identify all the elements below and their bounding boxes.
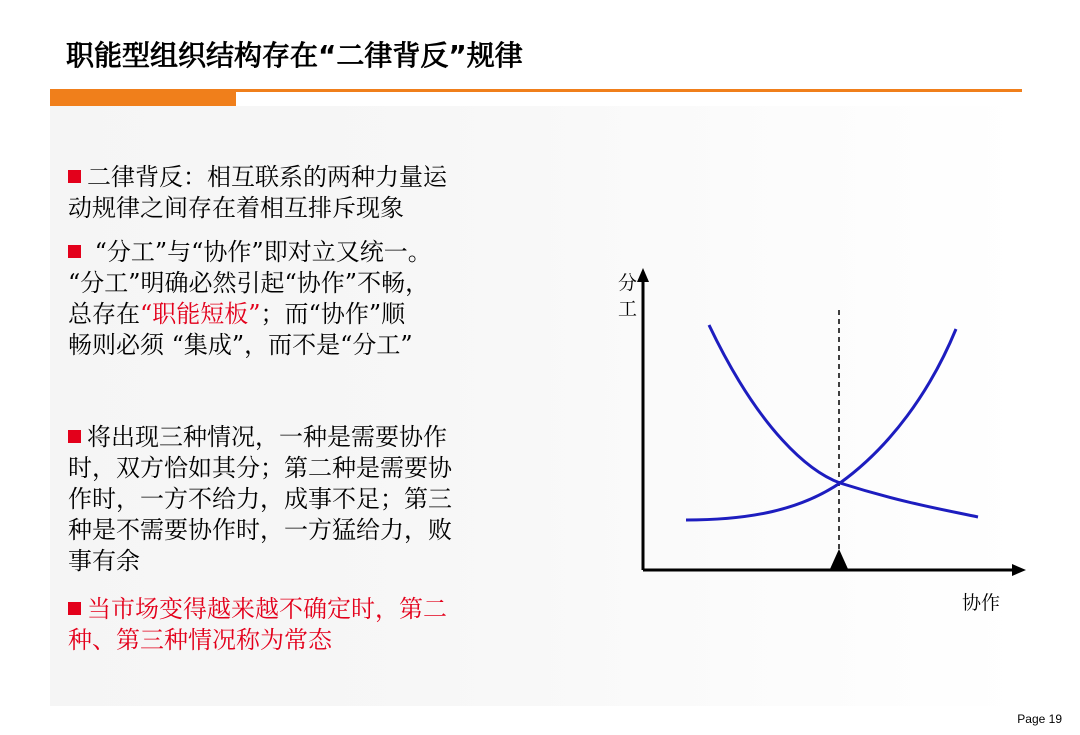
- highlight-functional-shortboard: “职能短板”: [140, 300, 261, 328]
- bullet-4-line-2: 种、第三种情况称为常态: [68, 626, 332, 654]
- bullet-1-line-1: 二律背反：相互联系的两种力量运: [87, 163, 447, 191]
- page-title: 职能型组织结构存在“二律背反”规律: [66, 39, 523, 72]
- bullet-2-line-3: [68, 299, 432, 330]
- bullet-3-line-3: 作时，一方不给力，成事不足；第三: [68, 485, 452, 513]
- red-square-bullet-icon: [68, 170, 81, 183]
- bullet-block-2: [68, 237, 432, 361]
- bullet-2-line-3-post: ；而“协作”顺: [260, 300, 406, 328]
- bullet-block-4: [68, 594, 447, 656]
- bullet-1-line-2: 动规律之间存在着相互排斥现象: [68, 194, 404, 222]
- page-number: Page 19: [1017, 712, 1062, 726]
- bullet-2-line-4: 畅则必须 “集成”，而不是“分工”: [68, 331, 413, 359]
- bullet-2-line-2: “分工”明确必然引起“协作”不畅，: [68, 269, 430, 297]
- bullet-line: [68, 162, 447, 193]
- bullet-line: [68, 422, 452, 453]
- y-axis-arrow-icon: [637, 268, 649, 282]
- red-square-bullet-icon: [68, 430, 81, 443]
- bullet-line: [68, 237, 432, 268]
- bullet-block-1: [68, 162, 447, 224]
- tradeoff-diagram-svg: [600, 262, 1060, 622]
- triangle-up-marker-icon: [830, 549, 848, 569]
- tradeoff-diagram: [600, 262, 1060, 622]
- bullet-3-line-2: 时，双方恰如其分；第二种是需要协: [68, 454, 452, 482]
- bullet-3-line-4: 种是不需要协作时，一方猛给力，败: [68, 516, 452, 544]
- red-square-bullet-icon: [68, 245, 81, 258]
- y-axis-label-char-2: 工: [618, 298, 638, 320]
- y-axis-label-char-1: 分: [618, 272, 638, 294]
- bullet-block-3: [68, 422, 452, 577]
- decreasing-curve: [709, 325, 978, 517]
- bullet-line: [68, 594, 447, 625]
- red-square-bullet-icon: [68, 602, 81, 615]
- title-accent-bar: [50, 89, 236, 106]
- bullet-3-line-1: 将出现三种情况，一种是需要协作: [87, 423, 447, 451]
- x-axis-arrow-icon: [1012, 564, 1026, 576]
- bullet-4-line-1: 当市场变得越来越不确定时，第二: [87, 595, 447, 623]
- bullet-2-line-1: “分工”与“协作”即对立又统一。: [87, 238, 432, 266]
- x-axis-label: 协作: [962, 592, 1001, 614]
- bullet-2-line-3-pre: 总存在: [68, 300, 140, 328]
- bullet-3-line-5: 事有余: [68, 547, 140, 575]
